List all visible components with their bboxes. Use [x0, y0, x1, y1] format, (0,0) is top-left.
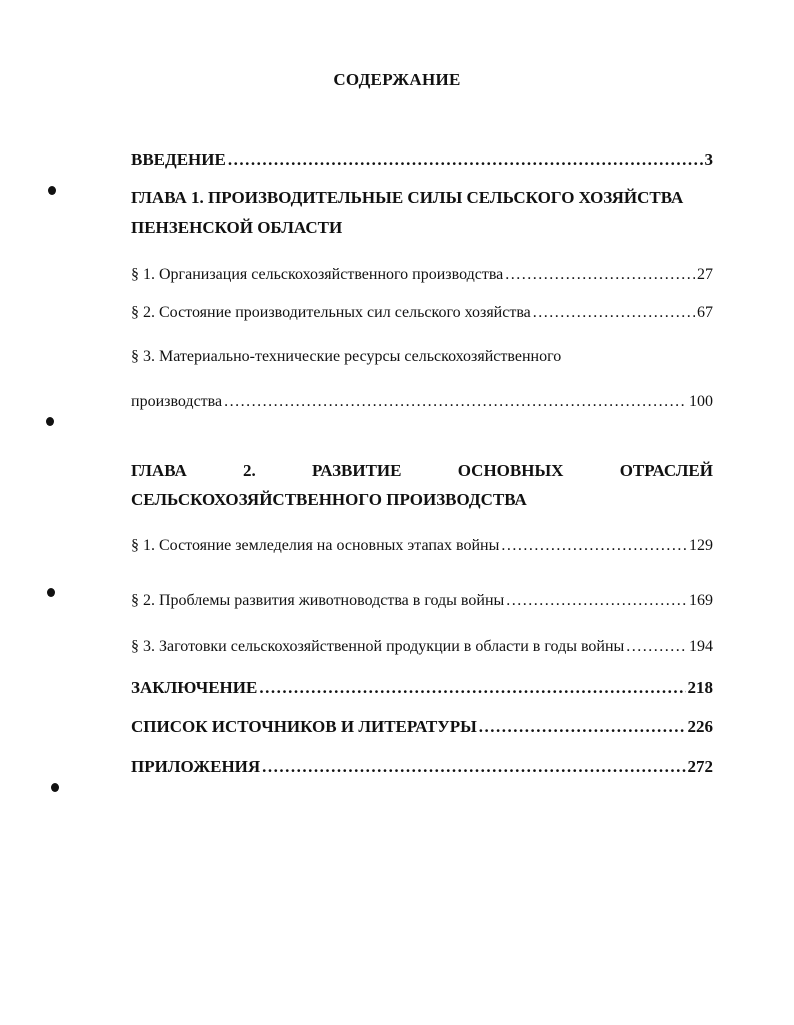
- chapter-2-word: ГЛАВА: [131, 461, 187, 480]
- scan-hole-mark: [46, 417, 54, 426]
- toc-entry-appendix[interactable]: [131, 757, 713, 777]
- toc-entry-label: § 2. Проблемы развития животноводства в годы войны: [131, 592, 505, 609]
- dot-leader: [501, 537, 687, 555]
- toc-page-number: 194: [689, 638, 713, 655]
- toc-entry-label: ВВЕДЕНИЕ: [131, 150, 226, 169]
- chapter-1-heading-line-2[interactable]: ПЕНЗЕНСКОЙ ОБЛАСТИ: [131, 218, 343, 237]
- dot-leader: [533, 304, 695, 322]
- toc-entry-conclusion[interactable]: [131, 678, 713, 698]
- toc-entry-ch2-sec2[interactable]: [131, 592, 713, 610]
- page-title: СОДЕРЖАНИЕ: [333, 70, 461, 89]
- chapter-1-heading-line-1[interactable]: ГЛАВА 1. ПРОИЗВОДИТЕЛЬНЫЕ СИЛЫ СЕЛЬСКОГО ХОЗЯЙСТВА: [131, 188, 684, 207]
- toc-page-number: 218: [687, 678, 713, 697]
- scan-hole-mark: [47, 588, 55, 597]
- dot-leader: [228, 150, 703, 170]
- chapter-2-word: ОСНОВНЫХ: [457, 461, 564, 480]
- scan-hole-mark: [48, 186, 56, 195]
- toc-entry-label: ЗАКЛЮЧЕНИЕ: [131, 678, 258, 697]
- toc-page-number: 129: [689, 537, 713, 554]
- toc-page-number: 3: [704, 150, 713, 169]
- chapter-2-heading-line-2[interactable]: СЕЛЬСКОХОЗЯЙСТВЕННОГО ПРОИЗВОДСТВА: [131, 490, 527, 509]
- toc-page-number: 226: [687, 717, 713, 736]
- scan-hole-mark: [51, 783, 59, 792]
- toc-entry-label: § 1. Состояние земледелия на основных этапах войны: [131, 537, 500, 554]
- dot-leader: [224, 393, 687, 411]
- toc-entry-label: § 1. Организация сельскохозяйственного производства: [131, 266, 504, 283]
- toc-entry-sources[interactable]: [131, 717, 713, 737]
- dot-leader: [479, 717, 686, 737]
- dot-leader: [505, 266, 695, 284]
- toc-entry-label: СПИСОК ИСТОЧНИКОВ И ЛИТЕРАТУРЫ: [131, 717, 477, 736]
- dot-leader: [506, 592, 687, 610]
- toc-entry-label: ПРИЛОЖЕНИЯ: [131, 757, 261, 776]
- dot-leader: [626, 638, 687, 656]
- chapter-2-heading-line-1[interactable]: [131, 461, 713, 481]
- chapter-2-word: РАЗВИТИЕ: [312, 461, 402, 480]
- chapter-2-word: ОТРАСЛЕЙ: [619, 461, 713, 480]
- toc-page-number: 100: [689, 393, 713, 410]
- toc-entry-introduction[interactable]: [131, 150, 713, 170]
- toc-entry-ch2-sec1[interactable]: [131, 537, 713, 555]
- toc-entry-label: § 2. Состояние производительных сил сельского хозяйства: [131, 304, 531, 321]
- dot-leader: [259, 678, 685, 698]
- toc-entry-ch1-sec3-line-1[interactable]: § 3. Материально-технические ресурсы сельскохозяйственного: [131, 348, 562, 365]
- toc-page-number: 169: [689, 592, 713, 609]
- toc-entry-label: производства: [131, 393, 223, 410]
- toc-entry-ch1-sec3[interactable]: [131, 393, 713, 411]
- dot-leader: [262, 757, 685, 777]
- toc-page-number: 272: [687, 757, 713, 776]
- toc-entry-ch1-sec2[interactable]: [131, 304, 713, 322]
- toc-page-number: 27: [697, 266, 713, 283]
- chapter-2-word: 2.: [243, 461, 256, 480]
- toc-page-number: 67: [697, 304, 713, 321]
- toc-entry-label: § 3. Заготовки сельскохозяйственной продукции в области в годы войны: [131, 638, 625, 655]
- toc-entry-ch1-sec1[interactable]: [131, 266, 713, 284]
- toc-entry-ch2-sec3[interactable]: [131, 638, 713, 656]
